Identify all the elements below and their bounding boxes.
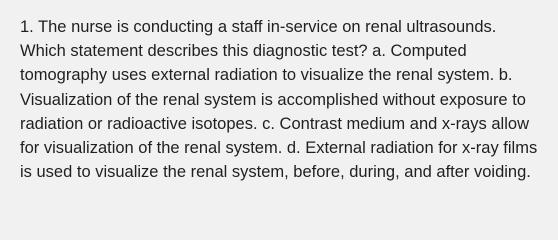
question-text: 1. The nurse is conducting a staff in-service on renal ultrasounds. Which statement describes this diagnostic test? a. Computed tomography uses external radiation to visualize the renal system. b. Visualization of the renal system is accomplished without exposure to radiation or radioactive isotopes. c. Contrast medium and x-rays allow for visualization of the renal system. d. External radiation for x-ray films is used to visualize the renal system, before, during, and after voiding. (20, 18, 538, 182)
